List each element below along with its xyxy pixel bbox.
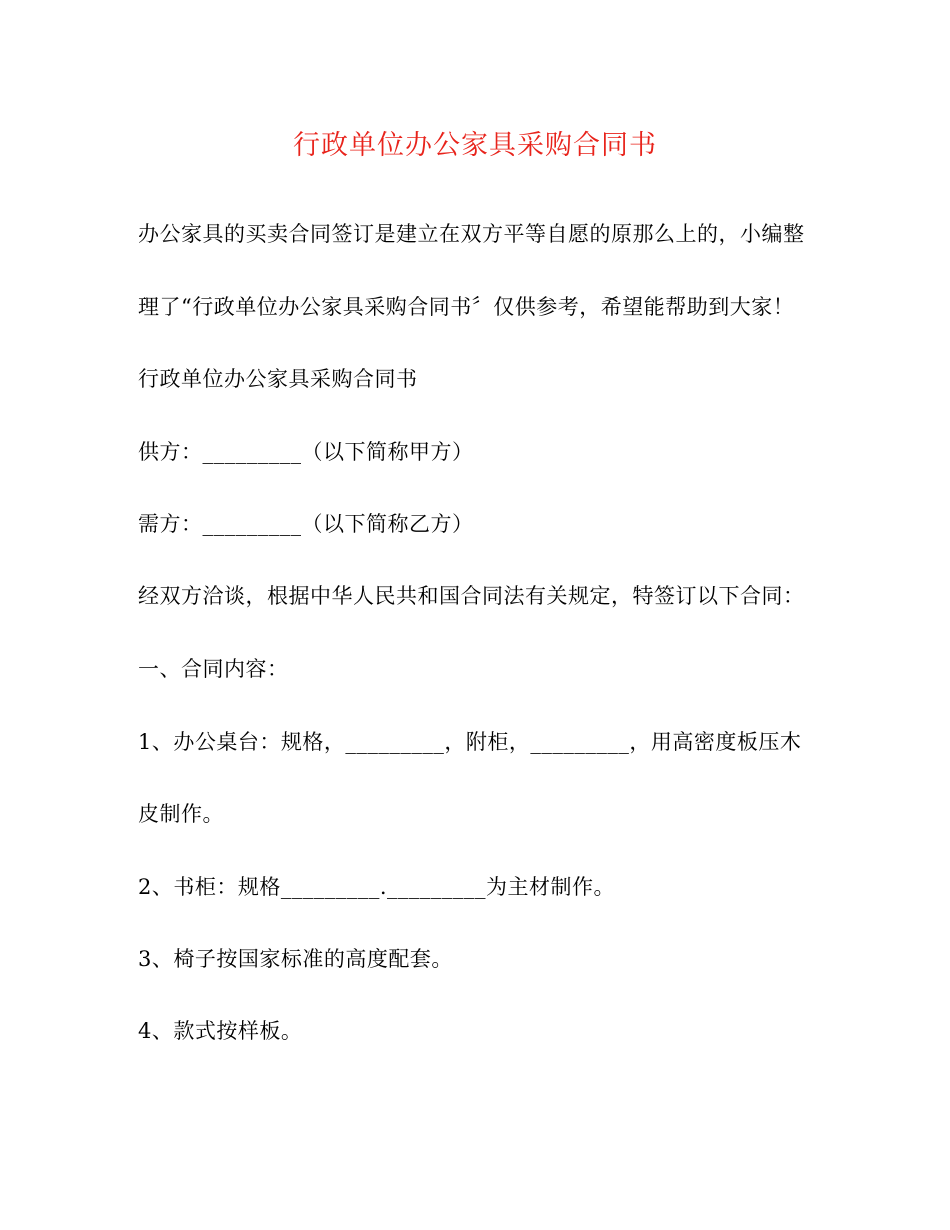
- contract-subtitle: 行政单位办公家具采购合同书: [138, 367, 418, 391]
- agreement-statement: 经双方洽谈，根据中华人民共和国合同法有关规定，特签订以下合同：: [138, 584, 805, 608]
- item-1-office-desk-line-1: 1、办公桌台：规格，_________，附柜，_________，用高密度板压木: [138, 730, 802, 754]
- buyer-line: 需方：_________（以下简称乙方）: [138, 512, 474, 536]
- item-2-bookcase: 2、书柜：规格_________._________为主材制作。: [138, 875, 616, 899]
- document-title: 行政单位办公家具采购合同书: [293, 130, 657, 161]
- item-3-chairs: 3、椅子按国家标准的高度配套。: [138, 947, 453, 971]
- item-4-style: 4、款式按样板。: [138, 1019, 303, 1043]
- intro-paragraph-line-1: 办公家具的买卖合同签订是建立在双方平等自愿的原那么上的，小编整: [138, 222, 805, 246]
- supplier-line: 供方：_________（以下简称甲方）: [138, 440, 474, 464]
- intro-paragraph-line-2: 理了“行政单位办公家具采购合同书〞仅供参考，希望能帮助到大家！: [138, 295, 795, 319]
- item-1-office-desk-line-2: 皮制作。: [138, 802, 224, 826]
- section-heading-contract-content: 一、合同内容：: [138, 657, 289, 681]
